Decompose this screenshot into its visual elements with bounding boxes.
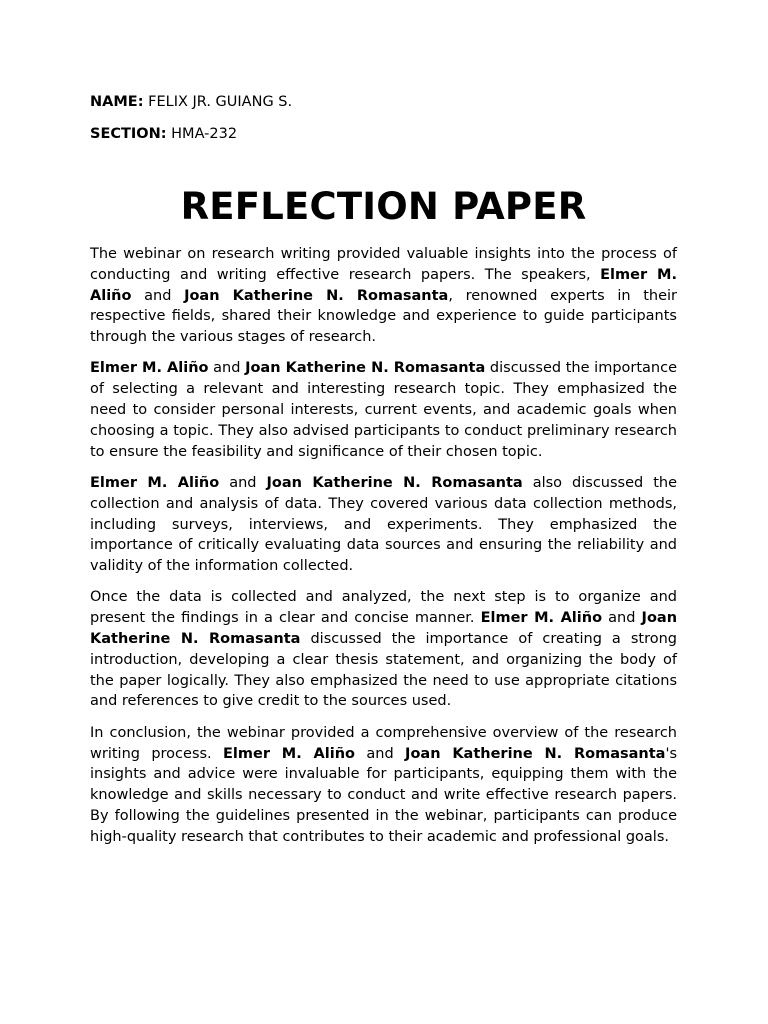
paragraph-4 xyxy=(90,587,677,712)
paragraph-text: Once the data is collected and analyzed, the next step is to organize and present the findings in a clear and concise manner. xyxy=(90,589,677,627)
speaker-name: Joan Katherine N. Romasanta xyxy=(90,610,678,648)
paragraph-text: The webinar on research writing provided valuable insights into the process of conducting and writing effective research papers. The speakers, xyxy=(90,246,677,283)
paragraph-text: also discussed the collection and analysis of data. They covered various data collection methods, including surveys, interviews, and experiments. They emphasized the importance of critically evaluating data sources and ensuring the reliability and validity of the information collected. xyxy=(90,474,677,575)
paragraph-3 xyxy=(90,473,677,577)
paragraph-5 xyxy=(90,723,677,848)
page-title: REFLECTION PAPER xyxy=(180,185,587,228)
paragraph-text: 's insights and advice were invaluable for participants, equipping them with the knowledge and skills necessary to conduct and write effective research papers. By following the guidelines presented in the webinar, participants can produce high-quality research that contributes to their academic and professional goals. xyxy=(90,745,677,845)
name-line xyxy=(90,92,292,112)
speaker-name: Elmer M. Aliño xyxy=(223,745,356,762)
speaker-name: Joan Katherine N. Romasanta xyxy=(184,287,449,304)
section-value: HMA-232 xyxy=(171,126,238,142)
name-label: NAME: xyxy=(90,94,144,110)
speaker-name: Elmer M. Aliño xyxy=(480,610,603,627)
speaker-name: Elmer M. Aliño xyxy=(90,474,220,491)
paragraph-text: discussed the importance of creating a strong introduction, developing a clear thesis statement, and organizing the body of the paper logically. They also emphasized the need to use appropriate citations and references to give credit to the sources used. xyxy=(90,631,677,710)
section-label: SECTION: xyxy=(90,126,167,142)
paragraph-text: , renowned experts in their respective fields, shared their knowledge and experience to guide participants through the various stages of research. xyxy=(90,287,677,346)
speaker-name: Elmer M. Aliño xyxy=(90,360,209,377)
speaker-name: Joan Katherine N. Romasanta xyxy=(245,360,486,377)
speaker-name: Elmer M. Aliño xyxy=(90,266,677,304)
paragraph-text: and xyxy=(602,610,642,627)
speaker-name: Joan Katherine N. Romasanta xyxy=(266,474,523,491)
paragraph-text: and xyxy=(219,474,267,491)
paragraph-text: and xyxy=(208,360,246,377)
document-body xyxy=(90,244,677,858)
paragraph-1 xyxy=(90,244,677,348)
speaker-name: Joan Katherine N. Romasanta xyxy=(405,745,666,762)
section-line xyxy=(90,124,237,144)
paragraph-text: and xyxy=(131,287,185,304)
name-value: FELIX JR. GUIANG S. xyxy=(148,94,293,110)
paragraph-text: discussed the importance of selecting a relevant and interesting research topic. They emphasized the need to consider personal interests, current events, and academic goals when choosing a topic. They also advised participants to conduct preliminary research to ensure the feasibility and significance of their chosen topic. xyxy=(90,360,678,460)
paragraph-2 xyxy=(90,358,677,462)
paragraph-text: and xyxy=(355,745,406,762)
paragraph-text: In conclusion, the webinar provided a comprehensive overview of the research writing process. xyxy=(90,724,677,762)
